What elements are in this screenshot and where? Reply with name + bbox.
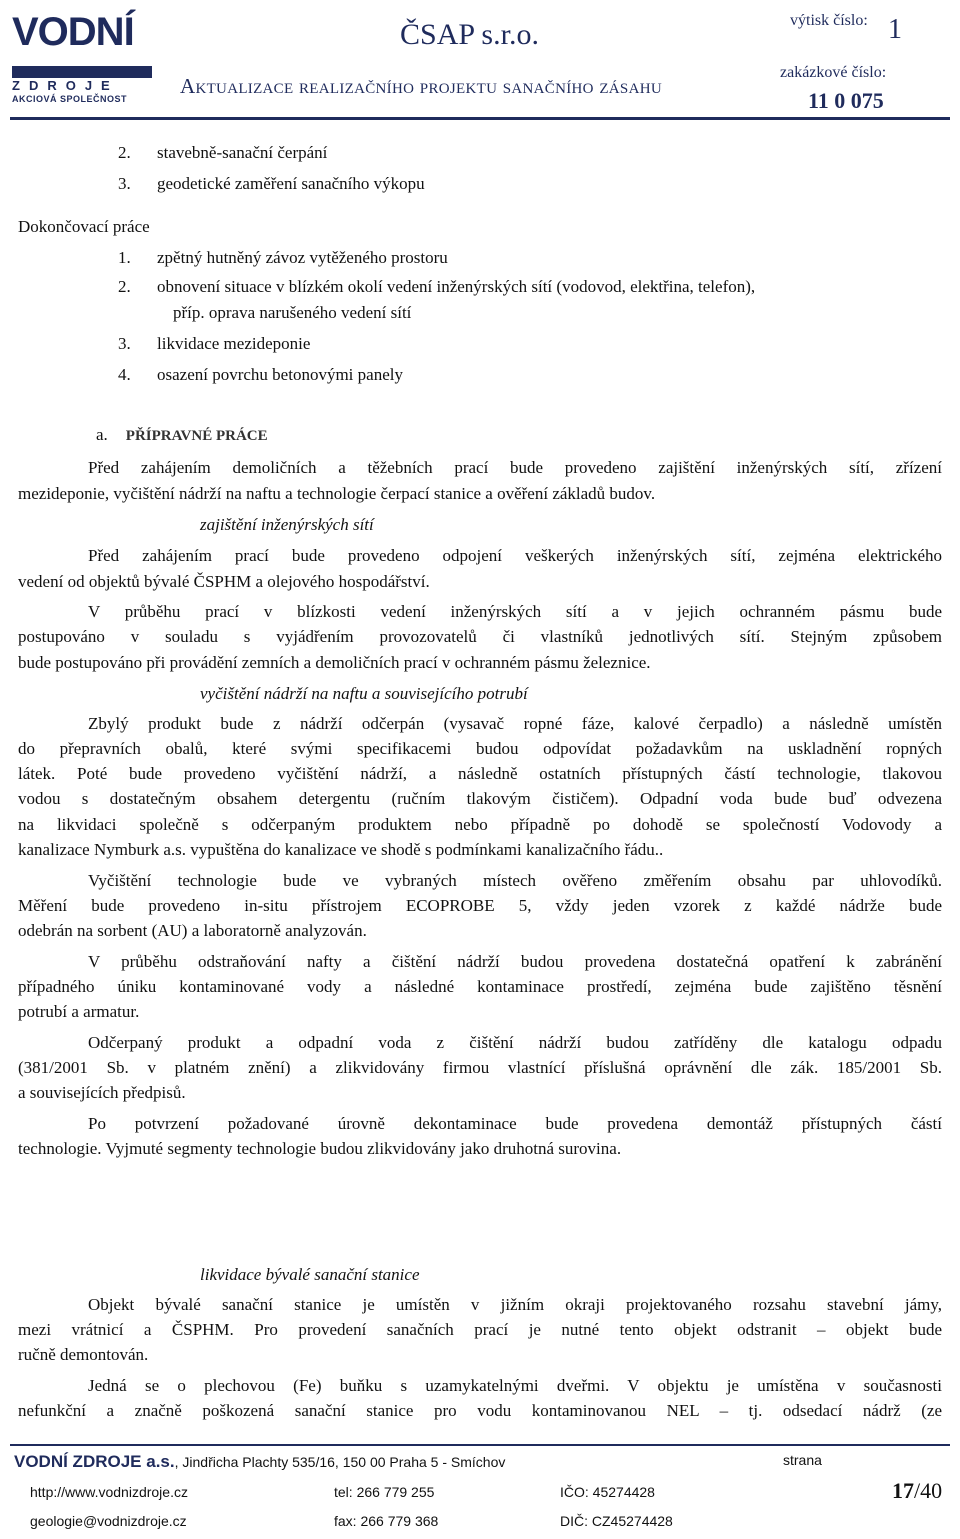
paragraph-line: a souvisejících předpisů. [18,1083,186,1102]
logo-main-text: VODNÍ [12,10,134,54]
paragraph-line: případného úniku kontaminované vody a následné kontaminace prostředí, zejména bude zajištěno těsnění [18,977,942,996]
footer-company: VODNÍ ZDROJE a.s. [14,1452,175,1471]
print-number-value: 1 [888,14,902,45]
paragraph-line: (381/2001 Sb. v platném znění) a zlikvidovány firmou vlastnící příslušná oprávnění dle zák. 185/2001 Sb. [18,1058,942,1077]
paragraph-line: technologie. Vyjmuté segmenty technologie budou zlikvidovány jako druhotná surovina. [18,1139,622,1158]
section-heading-finishing: Dokončovací práce [18,217,150,236]
list-item-number: 2. [118,277,131,296]
list-item-text: likvidace mezideponie [157,334,311,353]
paragraph-line: mezideponie, vyčištění nádrží na naftu a technologie čerpací stanice a ověření základů budov. [18,484,656,503]
page-current: 17 [892,1478,914,1503]
paragraph-line: Před zahájením demoličních a těžebních prací bude provedeno zajištění inženýrských sítí, zřízení [88,458,942,477]
paragraph-line: mezi vrátnicí a ČSPHM. Pro provedení sanačních prací je nutné tento objekt odstranit – objekt bude [18,1320,942,1339]
paragraph-line: Zbylý produkt bude z nádrží odčerpán (vysavač ropné fáze, kalové čerpadlo) a následně umístěn [88,714,942,733]
footer-web-link[interactable]: http://www.vodnizdroje.cz [30,1484,188,1500]
list-item-number: 2. [118,143,131,162]
paragraph-line: Po potvrzení požadované úrovně dekontaminace bude provedena demontáž přístupných částí [88,1114,942,1133]
paragraph-line: odebrán na sorbent (AU) a laboratorně analyzován. [18,921,367,940]
paragraph-line: nefunkční a značně poškozená sanační stanice pro vodu kontaminovanou NEL – tj. odsedací nádrž (ze [18,1401,942,1420]
subsection-title: zajištění inženýrských sítí [200,515,374,534]
list-item-text: geodetické zaměření sanačního výkopu [157,174,425,193]
paragraph-line: bude postupováno při provádění zemních a demoličních prací v ochranném pásmu železnice. [18,653,651,672]
list-item-text: obnovení situace v blízkém okolí vedení inženýrských sítí (vodovod, elektřina, telefon), [157,277,756,296]
section-heading-preparation [96,425,268,445]
print-number-label: výtisk číslo: [790,12,868,29]
paragraph-line: V průběhu prací v blízkosti vedení inženýrských sítí a v jejich ochranném pásmu bude [88,602,942,621]
footer-address: , Jindřicha Plachty 535/16, 150 00 Praha 5 - Smíchov [174,1454,506,1470]
list-item-number: 1. [118,248,131,267]
project-title: Aktualizace realizačního projektu sanačního zásahu [180,74,662,98]
paragraph-line: vedení od objektů bývalé ČSPHM a olejového hospodářství. [18,572,430,591]
heading-title: PŘÍPRAVNÉ PRÁCE [125,428,268,444]
footer-company-line [14,1452,505,1472]
paragraph-line: Odčerpaný produkt a odpadní voda z čištění nádrží budou zatříděny dle katalogu odpadu [88,1033,942,1052]
page-label: strana [783,1452,822,1468]
list-item-number: 3. [118,174,131,193]
footer-email-link[interactable]: geologie@vodnizdroje.cz [30,1513,187,1529]
paragraph-line: Objekt bývalé sanační stanice je umístěn v jižním okraji projektovaného rozsahu stavební jámy, [88,1295,942,1314]
page-total: /40 [914,1478,943,1503]
list-item-text: stavebně-sanační čerpání [157,143,328,162]
paragraph-line: Vyčištění technologie bude ve vybraných místech ověřeno změřením obsahu par uhlovodíků. [88,871,942,890]
paragraph-line: Měření bude provedeno in-situ přístrojem ECOPROBE 5, vždy jeden vzorek z každé nádrže bude [18,896,942,915]
logo-sub-text: ZDROJE [12,78,119,93]
paragraph-line: postupováno v souladu s vyjádřením provozovatelů či vlastníků jednotlivých sítí. Stejným způsobem [18,627,942,646]
logo-bar [12,66,152,78]
footer-divider [10,1444,950,1446]
page-number [892,1478,942,1504]
list-item-text: zpětný hutněný závoz vytěženého prostoru [157,248,448,267]
paragraph-line: potrubí a armatur. [18,1002,140,1021]
subsection-title: vyčištění nádrží na naftu a souvisejícího potrubí [200,684,528,703]
paragraph-line: V průběhu odstraňování nafty a čištění nádrží budou provedena dostatečná opatření k zabránění [88,952,942,971]
paragraph-line: vodou s dostatečným obsahem detergentu (ručním tlakovým čističem). Odpadní voda bude buď odvezena [18,789,942,808]
list-item-number: 3. [118,334,131,353]
order-number-value: 11 0 075 [808,88,884,113]
paragraph-line: na likvidaci společně s odčerpaným produktem nebo případně po dohodě se společností Vodovody a [18,815,942,834]
order-number-label: zakázkové číslo: [780,64,887,81]
paragraph-line: Jedná se o plechovou (Fe) buňku s uzamykatelnými dveřmi. V objektu je umístěna v současnosti [88,1376,942,1395]
footer-fax: fax: 266 779 368 [334,1513,439,1529]
heading-letter: a. [96,425,108,444]
footer-dic: DIČ: CZ45274428 [560,1513,673,1529]
footer-ico: IČO: 45274428 [560,1484,655,1500]
paragraph-line: Před zahájením prací bude provedeno odpojení veškerých inženýrských sítí, zejména elektrického [88,546,942,565]
company-name: ČSAP s.r.o. [400,18,539,51]
paragraph-line: látek. Poté bude provedeno vyčištění nádrží, a následně ostatních přístupných částí technologie, tlakovou [18,764,942,783]
list-item-text: osazení povrchu betonovými panely [157,365,403,384]
paragraph-line: kanalizace Nymburk a.s. vypuštěna do kanalizace ve shodě s podmínkami kanalizačního řádu.. [18,840,664,859]
paragraph-line: do přepravních obalů, které svými specifikacemi budou odpovídat požadavkům na uskladnění ropných [18,739,942,758]
footer-phone: tel: 266 779 255 [334,1484,435,1500]
subsection-title: likvidace bývalé sanační stanice [200,1265,420,1284]
header-divider [10,117,950,120]
list-item-number: 4. [118,365,131,384]
list-item-text: příp. oprava narušeného vedení sítí [173,303,412,322]
paragraph-line: ručně demontován. [18,1345,149,1364]
logo-sub2-text: AKCIOVÁ SPOLEČNOST [12,94,128,104]
